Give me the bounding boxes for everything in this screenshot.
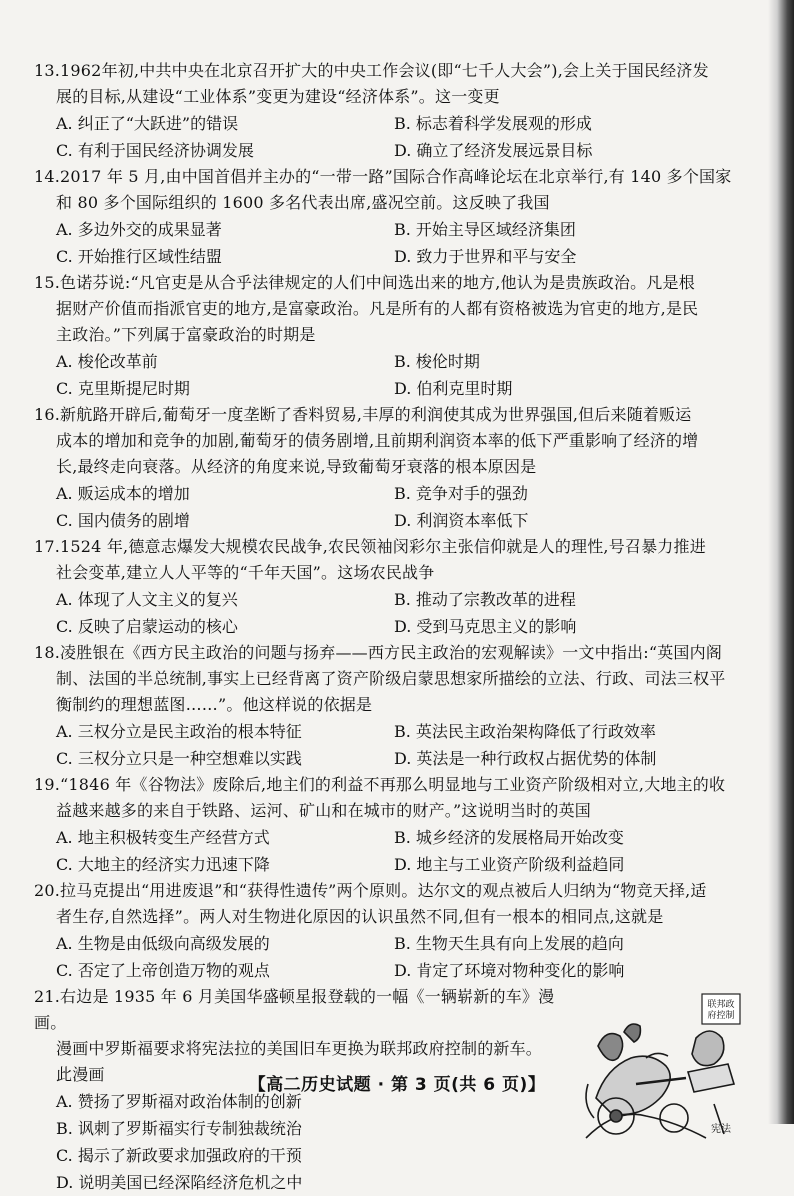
options-grid: [34, 586, 746, 640]
question-stem: [34, 270, 746, 296]
answer-option-c: C. 大地主的经济实力迅速下降: [56, 855, 270, 874]
question-stem-continued: [34, 560, 746, 586]
answer-option-b: B. 开始主导区域经济集团: [394, 220, 576, 239]
answer-option-b: B. 推动了宗教改革的进程: [394, 590, 576, 609]
question-number: 19.: [34, 775, 61, 794]
question-stem-text: 展的目标,从建设“工业体系”变更为建设“经济体系”。这一变更: [56, 87, 500, 106]
answer-option-a: A. 纠正了“大跃进”的错误: [56, 114, 239, 133]
answer-option-a: A. 梭伦改革前: [56, 352, 158, 371]
question-stem-text: 2017 年 5 月,由中国首倡并主办的“一带一路”国际合作高峰论坛在北京举行,有 140 多个国家: [60, 167, 732, 186]
answer-option-b: B. 城乡经济的发展格局开始改变: [394, 828, 624, 847]
question-stem-continued: [34, 322, 746, 348]
question-stem-continued: [34, 190, 746, 216]
options-grid: [34, 348, 746, 402]
question-19: [34, 772, 746, 878]
cartoon-sign-line1: 联邦政府控制: [707, 1000, 735, 1021]
question-stem-continued: [34, 666, 746, 692]
cartoon-constitution-label: 宪法: [711, 1124, 731, 1135]
question-number: 18.: [34, 643, 61, 662]
answer-option-c: C. 开始推行区域性结盟: [56, 247, 222, 266]
answer-option-c: C. 克里斯提尼时期: [56, 379, 190, 398]
question-stem-text: 者生存,自然选择”。两人对生物进化原因的认识虽然不同,但有一根本的相同点,这就是: [56, 907, 664, 926]
options-grid: [34, 824, 746, 878]
scan-edge-shadow: [768, 0, 794, 1124]
options-grid: [34, 480, 746, 534]
page-footer: 【高二历史试题 · 第 3 页(共 6 页)】: [248, 1075, 546, 1095]
question-number: 17.: [34, 537, 61, 556]
question-stem-text: 凌胜银在《西方民主政治的问题与扬弃——西方民主政治的宏观解读》一文中指出:“英国内阁: [60, 643, 723, 662]
question-16: [34, 402, 746, 534]
answer-option-d: D. 致力于世界和平与安全: [394, 247, 577, 266]
question-stem-text: 新航路开辟后,葡萄牙一度垄断了香料贸易,丰厚的利润使其成为世界强国,但后来随着贩运: [60, 405, 692, 424]
answer-option-d: D. 说明美国已经深陷经济危机之中: [56, 1173, 303, 1192]
answer-option-b: B. 梭伦时期: [394, 352, 480, 371]
question-stem-text: 成本的增加和竞争的加剧,葡萄牙的债务剧增,且前期利润资本率的低下严重影响了经济的增: [56, 431, 699, 450]
question-stem-text: 漫画中罗斯福要求将宪法拉的美国旧车更换为联邦政府控制的新车。: [56, 1039, 543, 1058]
question-stem: [34, 1036, 574, 1062]
options-grid: [34, 718, 746, 772]
question-13: [34, 58, 746, 164]
question-number: 21.: [34, 987, 61, 1006]
question-stem-text: 1962年初,中共中央在北京召开扩大的中央工作会议(即“七千人大会”),会上关于国民经济发: [60, 61, 709, 80]
question-stem-continued: [34, 692, 746, 718]
answer-option-a: A. 三权分立是民主政治的根本特征: [56, 722, 302, 741]
answer-option-a: A. 生物是由低级向高级发展的: [56, 934, 270, 953]
question-20: [34, 878, 746, 984]
answer-option-d: D. 伯利克里时期: [394, 379, 513, 398]
answer-option-c: C. 反映了启蒙运动的核心: [56, 617, 238, 636]
answer-option-d: D. 受到马克思主义的影响: [394, 617, 577, 636]
options-grid: [34, 930, 746, 984]
answer-option-b: B. 讽刺了罗斯福实行专制独裁统治: [56, 1119, 302, 1138]
question-18: [34, 640, 746, 772]
question-stem-continued: [34, 84, 746, 110]
answer-option-d: D. 确立了经济发展远景目标: [394, 141, 593, 160]
question-stem-continued: [34, 296, 746, 322]
answer-option-c: C. 否定了上帝创造万物的观点: [56, 961, 270, 980]
question-stem-text: 益越来越多的来自于铁路、运河、矿山和在城市的财产。”这说明当时的英国: [56, 801, 591, 820]
answer-option-a: A. 多边外交的成果显著: [56, 220, 222, 239]
question-number: 14.: [34, 167, 61, 186]
question-stem-text: 制、法国的半总统制,事实上已经背离了资产阶级启蒙思想家所描绘的立法、行政、司法三权平: [56, 669, 726, 688]
question-14: [34, 164, 746, 270]
answer-option-a: A. 体现了人文主义的复兴: [56, 590, 238, 609]
question-stem: [34, 402, 746, 428]
options-grid: [34, 216, 746, 270]
answer-option-a: A. 地主积极转变生产经营方式: [56, 828, 270, 847]
question-stem-continued: [34, 904, 746, 930]
question-number: 15.: [34, 273, 61, 292]
question-stem-text: 据财产价值而指派官吏的地方,是富豪政治。凡是所有的人都有资格被选为官吏的地方,是民: [56, 299, 699, 318]
question-stem-text: 社会变革,建立人人平等的“千年天国”。这场农民战争: [56, 563, 435, 582]
answer-option-d: D. 地主与工业资产阶级利益趋同: [394, 855, 625, 874]
questions-area: [34, 58, 746, 1196]
answer-option-a: A. 赞扬了罗斯福对政治体制的创新: [56, 1092, 302, 1111]
answer-option-d: D. 肯定了环境对物种变化的影响: [394, 961, 625, 980]
question-number: 16.: [34, 405, 61, 424]
question-stem-text: 主政治。”下列属于富豪政治的时期是: [56, 325, 316, 344]
answer-option-d: D. 利润资本率低下: [394, 511, 529, 530]
question-number: 13.: [34, 61, 61, 80]
question-17: [34, 534, 746, 640]
answer-option-d: D. 英法是一种行政权占据优势的体制: [394, 749, 657, 768]
answer-option-c: C. 国内债务的剧增: [56, 511, 190, 530]
answer-option-a: A. 贩运成本的增加: [56, 484, 190, 503]
answer-option-b: B. 标志着科学发展观的形成: [394, 114, 592, 133]
question-stem-text: 色诺芬说:“凡官吏是从合乎法律规定的人们中间选出来的地方,他认为是贵族政治。凡是根: [60, 273, 695, 292]
question-stem-text: “1846 年《谷物法》废除后,地主们的利益不再那么明显地与工业资产阶级相对立,大地主的收: [60, 775, 726, 794]
answer-option-b: B. 生物天生具有向上发展的趋向: [394, 934, 624, 953]
question-stem: [34, 984, 574, 1036]
answer-option-c: C. 揭示了新政要求加强政府的干预: [56, 1146, 302, 1165]
question-stem-text: 右边是 1935 年 6 月美国华盛顿星报登载的一幅《一辆崭新的车》漫画。: [34, 987, 555, 1032]
question-stem: [34, 164, 746, 190]
question-stem-text: 长,最终走向衰落。从经济的角度来说,导致葡萄牙衰落的根本原因是: [56, 457, 537, 476]
question-stem: [34, 58, 746, 84]
answer-option-c: C. 三权分立只是一种空想难以实践: [56, 749, 302, 768]
question-stem: [34, 534, 746, 560]
answer-option-b: B. 英法民主政治架构降低了行政效率: [394, 722, 656, 741]
question-stem-text: 衡制约的理想蓝图……”。他这样说的依据是: [56, 695, 373, 714]
answer-option-c: C. 有利于国民经济协调发展: [56, 141, 254, 160]
answer-option-b: B. 竞争对手的强劲: [394, 484, 528, 503]
question-stem-text: 此漫画: [56, 1065, 105, 1084]
question-stem-text: 和 80 多个国际组织的 1600 多名代表出席,盛况空前。这反映了我国: [56, 193, 550, 212]
question-stem: [34, 640, 746, 666]
question-15: [34, 270, 746, 402]
question-stem-text: 1524 年,德意志爆发大规模农民战争,农民领袖闵彩尔主张信仰就是人的理性,号召暴力推进: [60, 537, 706, 556]
question-stem: [34, 772, 746, 798]
question-stem: [34, 878, 746, 904]
options-grid: [34, 110, 746, 164]
question-number: 20.: [34, 881, 61, 900]
question-stem-continued: [34, 798, 746, 824]
cartoon-image: [576, 988, 742, 1146]
question-stem-text: 拉马克提出“用进废退”和“获得性遗传”两个原则。达尔文的观点被后人归纳为“物竞天择,适: [60, 881, 707, 900]
question-stem-continued: [34, 454, 746, 480]
question-stem-continued: [34, 428, 746, 454]
